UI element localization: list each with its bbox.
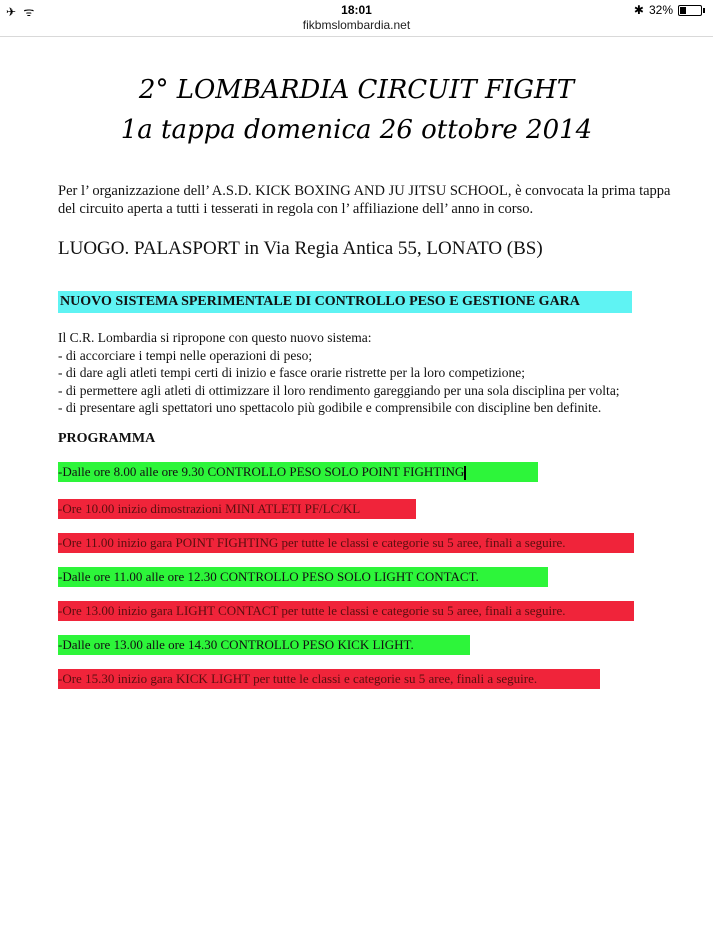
programma-item-text: -Ore 10.00 inizio dimostrazioni MINI ATLETI PF/LC/KL <box>58 501 361 516</box>
status-bar <box>0 0 713 20</box>
battery-fill <box>680 7 686 14</box>
document-page <box>0 37 713 950</box>
system-point: - di presentare agli spettatori uno spettacolo più godibile e comprensibile con discipline ben definite. <box>58 400 602 415</box>
intro-paragraph: Per l’ organizzazione dell’ A.S.D. KICK BOXING AND JU JITSU SCHOOL, è convocata la prima tappa del circuito aperta a tutti i tesserati in regola con l’ affiliazione dell’ anno in corso. <box>58 183 671 217</box>
system-point: - di accorciare i tempi nelle operazioni di peso; <box>58 347 313 363</box>
programma-item-text: -Ore 13.00 inizio gara LIGHT CONTACT per tutte le classi e categorie su 5 aree, finali a seguire. <box>58 603 566 618</box>
programma-item-text: -Dalle ore 8.00 alle ore 9.30 CONTROLLO PESO SOLO POINT FIGHTING <box>58 464 465 479</box>
programma-item <box>58 669 600 689</box>
url-bar[interactable] <box>0 18 713 36</box>
programma-item-text: -Dalle ore 13.00 alle ore 14.30 CONTROLLO PESO KICK LIGHT. <box>58 637 414 652</box>
document-title-line1: 2° LOMBARDIA CIRCUIT FIGHT <box>138 75 575 105</box>
programma-item-text: -Ore 11.00 inizio gara POINT FIGHTING per tutte le classi e categorie su 5 aree, finali a seguire. <box>58 535 566 550</box>
programma-item <box>58 462 538 482</box>
programma-item <box>58 601 634 621</box>
programma-item <box>58 499 416 519</box>
programma-item-text: -Ore 15.30 inizio gara KICK LIGHT per tutte le classi e categorie su 5 aree, finali a seguire. <box>58 671 538 686</box>
bluetooth-icon: ✱ <box>633 3 644 17</box>
url-text: fikbmslombardia.net <box>302 18 411 32</box>
location-line: LUOGO. PALASPORT in Via Regia Antica 55, LONATO (BS) <box>58 238 543 259</box>
programma-item <box>58 567 548 587</box>
system-point: - di permettere agli atleti di ottimizzare il loro rendimento gareggiando per una sola disciplina per volta; <box>58 382 620 398</box>
document-title-line2: 1a tappa domenica 26 ottobre 2014 <box>120 115 593 145</box>
system-heading-highlight: NUOVO SISTEMA SPERIMENTALE DI CONTROLLO PESO E GESTIONE GARA <box>58 291 632 313</box>
programma-item <box>58 635 470 655</box>
battery-percent: 32% <box>648 3 673 17</box>
programma-heading: PROGRAMMA <box>58 431 156 446</box>
battery-cap <box>703 8 705 13</box>
programma-item-text: -Dalle ore 11.00 alle ore 12.30 CONTROLLO PESO SOLO LIGHT CONTACT. <box>58 569 479 584</box>
status-right <box>634 3 705 17</box>
airplane-wifi-icons: ✈ ᯤ <box>6 5 37 19</box>
programma-item <box>58 533 634 553</box>
text-cursor <box>464 466 466 480</box>
battery-icon <box>678 5 702 16</box>
system-description <box>58 329 688 417</box>
system-point: - di dare agli atleti tempi certi di inizio e fasce orarie ristrette per la loro competizione; <box>58 365 526 380</box>
status-time: 18:01 <box>341 3 372 17</box>
system-intro: Il C.R. Lombardia si ripropone con questo nuovo sistema: <box>58 330 372 345</box>
